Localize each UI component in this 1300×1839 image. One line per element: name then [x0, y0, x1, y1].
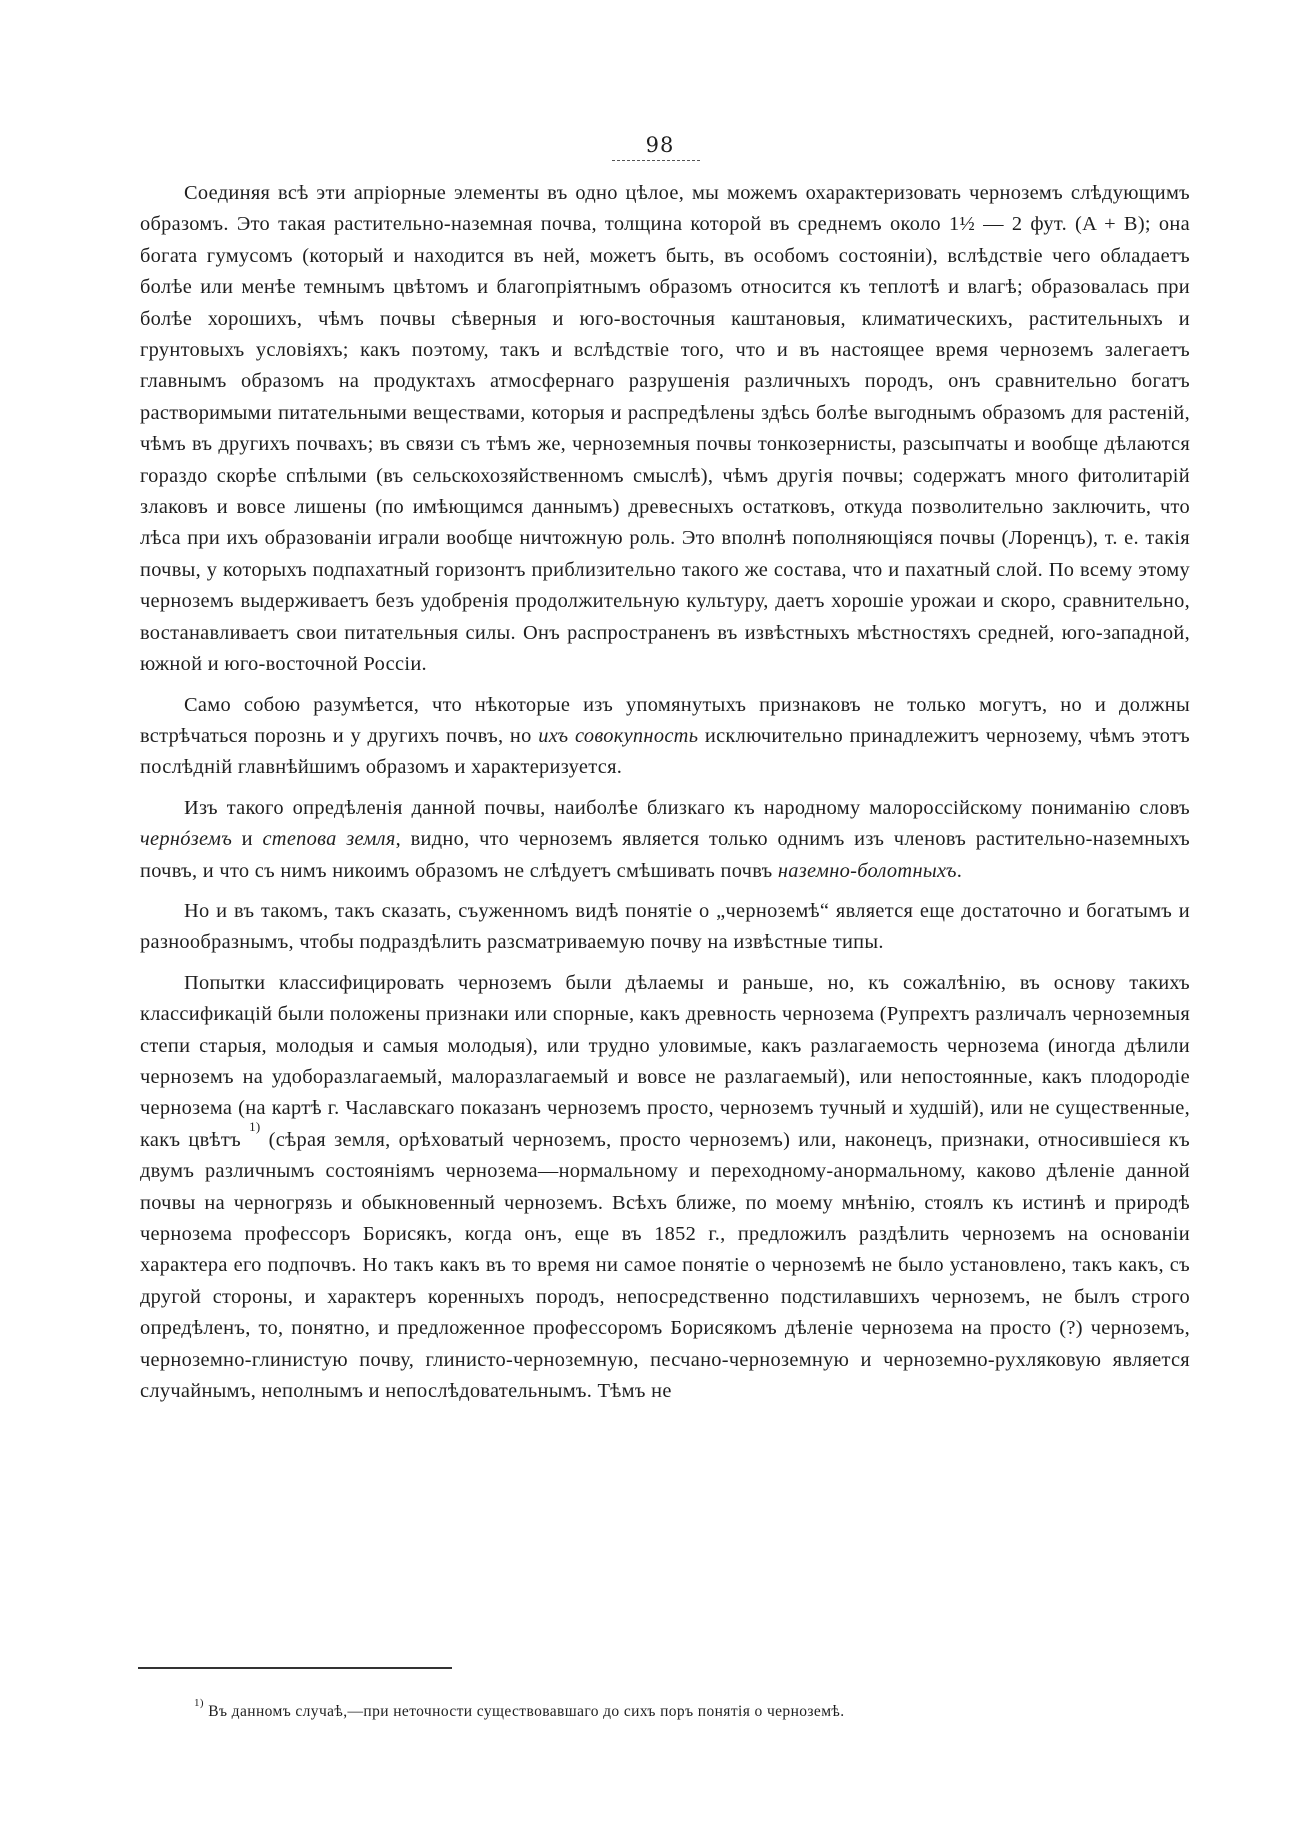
- page-number: 98: [645, 133, 675, 157]
- footnote-marker: 1): [194, 1697, 204, 1709]
- paragraph: [140, 896, 1190, 959]
- paragraph: [140, 690, 1190, 784]
- emphasized-text: чернóземъ: [140, 828, 233, 851]
- footnote: [194, 1697, 1094, 1721]
- paragraph-text: Изъ такого опредѣленія данной почвы, наиболѣе близкаго къ народному малороссійскому пониманію словъ: [184, 796, 1190, 819]
- paragraph-text: Попытки классифицировать черноземъ были дѣлаемы и раньше, но, къ сожалѣнію, въ основу такихъ классификацій были положены признаки или спорные, какъ древность чернозема (Рупрехтъ различалъ черноземныя степи старыя, молодыя и самыя молодыя), или трудно уловимые, какъ разлагаемость чернозема (иногда дѣлили черноземъ на удоборазлагаемый, малоразлагаемый и вовсе не разлагаемый), или непостоянные, какъ плодородіе чернозема (на картѣ г. Чаславскаго показанъ черноземъ просто, черноземъ тучный и худшій), или не существенные, какъ цвѣтъ: [140, 971, 1190, 1151]
- emphasized-text: наземно-болотныхъ: [777, 859, 957, 882]
- footnote-separator: [138, 1667, 452, 1669]
- page-number-rule: [612, 160, 700, 161]
- emphasized-text: ихъ совокупность: [538, 724, 699, 747]
- paragraph: [140, 968, 1190, 1408]
- body-text: [140, 178, 1190, 1407]
- paragraph-text: , видно, что черноземъ является только однимъ изъ членовъ растительно-наземныхъ почвъ, и что съ нимъ никоимъ образомъ не слѣдуетъ смѣшивать почвъ: [140, 828, 1190, 882]
- paragraph-text: и: [232, 828, 263, 851]
- paragraph-text: Но и въ такомъ, такъ сказать, съуженномъ видѣ понятіе о „черноземѣ“ является еще достаточно и богатымъ и разнообразнымъ, чтобы подраздѣлить разсматриваемую почву на извѣстные типы.: [140, 899, 1190, 954]
- emphasized-text: степова земля: [262, 828, 396, 851]
- paragraph: [140, 793, 1190, 887]
- paragraph-text: .: [956, 859, 963, 882]
- footnote-reference[interactable]: 1): [249, 1118, 261, 1134]
- paragraph-text: исключительно принадлежитъ чернозему, чѣмъ этотъ послѣдній главнѣйшимъ образомъ и характеризуется.: [140, 724, 1190, 779]
- paragraph-text: Соединяя всѣ эти апріорные элементы въ одно цѣлое, мы можемъ охарактеризовать черноземъ слѣдующимъ образомъ. Это такая растительно-наземная почва, толщина которой въ среднемъ около 1½ — 2 фут. (A + B); она богата гумусомъ (который и находится въ ней, можетъ быть, въ особомъ состояніи), вслѣдствіе чего обладаетъ болѣе или менѣе темнымъ цвѣтомъ и благопріятнымъ образомъ относится къ теплотѣ и влагѣ; образовалась при болѣе хорошихъ, чѣмъ почвы сѣверныя и юго-восточныя каштановыя, климатическихъ, растительныхъ и грунтовыхъ условіяхъ; какъ поэтому, такъ и вслѣдствіе того, что и въ настоящее время черноземъ залегаетъ главнымъ образомъ на продуктахъ атмосфернаго разрушенія различныхъ породъ, онъ сравнительно богатъ растворимыми питательными веществами, которыя и распредѣлены здѣсь болѣе выгоднымъ образомъ для растеній, чѣмъ въ другихъ почвахъ; въ связи съ тѣмъ же, черноземныя почвы тонкозернисты, разсыпчаты и вообще дѣлаются гораздо скорѣе спѣлыми (въ сельскохозяйственномъ смыслѣ), чѣмъ другія почвы; содержатъ много фитолитарій злаковъ и вовсе лишены (по имѣющимся даннымъ) древесныхъ остатковъ, откуда позволительно заключить, что лѣса при ихъ образованіи играли вообще ничтожную роль. Это вполнѣ пополняющіяся почвы (Лоренцъ), т. е. такія почвы, у которыхъ подпахатный горизонтъ приблизительно такого же состава, что и пахатный слой. По всему этому черноземъ выдерживаетъ безъ удобренія продолжительную культуру, даетъ хорошіе урожаи и скоро, сравнительно, востанавливаетъ свои питательныя силы. Онъ распространенъ въ извѣстныхъ мѣстностяхъ средней, юго-западной, южной и юго-восточной Россіи.: [140, 182, 1190, 676]
- paragraph-text: Само собою разумѣется, что нѣкоторые изъ упомянутыхъ признаковъ не только могутъ, но и должны встрѣчаться порознь и у другихъ почвъ, но: [140, 693, 1190, 747]
- footnote-text: Въ данномъ случаѣ,—при неточности существовавшаго до сихъ поръ понятія о черноземѣ.: [208, 1703, 845, 1720]
- paragraph-text: (сѣрая земля, орѣховатый черноземъ, просто черноземъ) или, наконецъ, признаки, относившіеся къ двумъ различнымъ состояніямъ чернозема—нормальному и переходному-анормальному, каково дѣленіе данной почвы на черногрязь и обыкновенный черноземъ. Всѣхъ ближе, по моему мнѣнію, стоялъ къ истинѣ и природѣ чернозема профессоръ Борисякъ, когда онъ, еще въ 1852 г., предложилъ раздѣлить черноземъ на основаніи характера его подпочвъ. Но такъ какъ въ то время ни самое понятіе о черноземѣ не было установлено, такъ какъ, съ другой стороны, и характеръ коренныхъ породъ, непосредственно подстилавшихъ черноземъ, не былъ строго опредѣленъ, то, понятно, и предложенное профессоромъ Борисякомъ дѣленіе чернозема на просто (?) черноземъ, черноземно-глинистую почву, глинисто-черноземную, песчано-черноземную и черноземно-рухляковую является случайнымъ, неполнымъ и непослѣдовательнымъ. Тѣмъ не: [140, 1128, 1190, 1403]
- paragraph: [140, 178, 1190, 681]
